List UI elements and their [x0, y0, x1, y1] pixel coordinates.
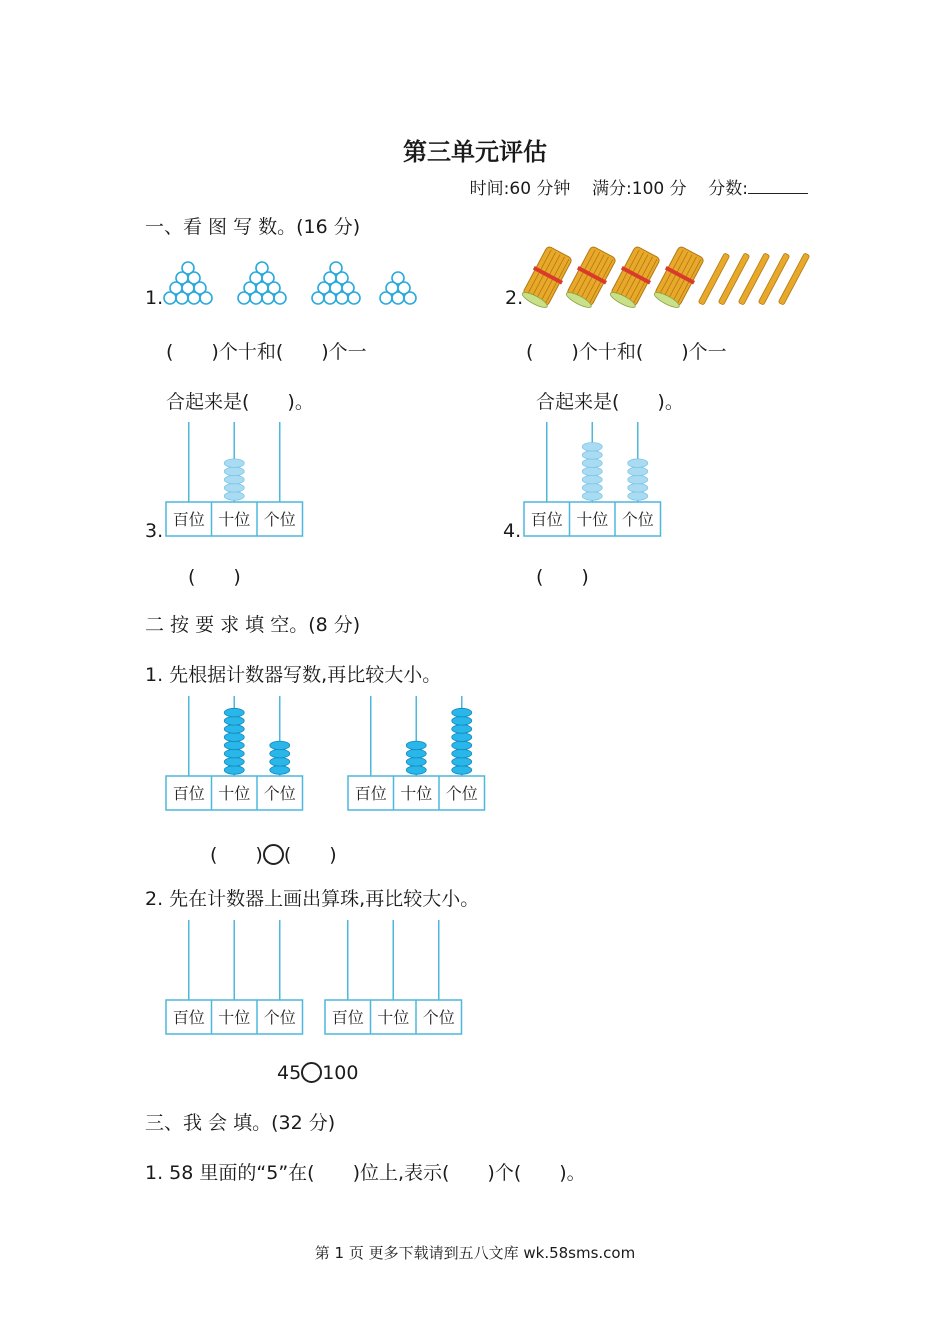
abacus-place-label: 个位: [445, 784, 478, 803]
abacus-bead: [406, 766, 426, 775]
abacus-bead: [270, 749, 290, 758]
q2-number: 2.: [505, 287, 524, 309]
s2-q2-compare: [277, 1062, 358, 1084]
abacus-bead: [224, 749, 244, 758]
abacus-bead: [270, 741, 290, 750]
compare-circle-icon[interactable]: [263, 844, 284, 865]
abacus-bead: [224, 758, 244, 767]
abacus-bead: [452, 733, 472, 742]
q2-line2: 合起来是( )。: [536, 391, 684, 413]
compare-circle-icon[interactable]: [301, 1062, 322, 1083]
abacus-bead: [270, 766, 290, 775]
abacus-q3: [165, 420, 305, 540]
abacus-bead: [582, 492, 602, 501]
abacus-s2-right: [347, 694, 487, 814]
abacus-bead: [582, 467, 602, 476]
abacus-place-label: 十位: [400, 784, 433, 803]
abacus-bead: [406, 749, 426, 758]
abacus-bead: [224, 733, 244, 742]
abacus-place-label: 十位: [377, 1008, 410, 1027]
page-title: 第三单元评估: [403, 137, 547, 166]
stick-bundles-picture: [525, 245, 805, 310]
abacus-bead: [582, 475, 602, 484]
page-footer: 第 1 页 更多下载请到五八文库 wk.58sms.com: [314, 1244, 636, 1262]
q3-answer[interactable]: ( ): [188, 566, 241, 588]
abacus-bead: [628, 484, 648, 493]
time-info: 时间:60 分钟: [469, 179, 571, 199]
abacus-bead: [224, 766, 244, 775]
abacus-place-label: 个位: [263, 510, 296, 529]
abacus-s2-q2-right[interactable]: [324, 918, 464, 1038]
s2-q2-left-value: 45: [277, 1062, 302, 1084]
abacus-place-label: 十位: [218, 1008, 251, 1027]
abacus-bead: [582, 443, 602, 452]
abacus-place-label: 十位: [576, 510, 609, 529]
abacus-bead: [224, 459, 244, 468]
s2-q1-right-blank[interactable]: ( ): [283, 844, 337, 866]
s2-q1-text: 1. 先根据计数器写数,再比较大小。: [145, 664, 442, 686]
s2-q2-right-value: 100: [322, 1062, 359, 1084]
q4-answer[interactable]: ( ): [536, 566, 589, 588]
abacus-bead: [452, 758, 472, 767]
abacus-place-label: 百位: [172, 1008, 205, 1027]
abacus-place-label: 百位: [331, 1008, 364, 1027]
abacus-place-label: 个位: [263, 784, 296, 803]
q3-number: 3.: [145, 520, 164, 542]
abacus-place-label: 百位: [530, 510, 563, 529]
abacus-bead: [628, 475, 648, 484]
abacus-bead: [224, 492, 244, 501]
abacus-bead: [224, 717, 244, 726]
q2-line1: ( )个十和( )个一: [526, 341, 727, 363]
abacus-s2-left: [165, 694, 305, 814]
abacus-bead: [406, 741, 426, 750]
abacus-bead: [582, 484, 602, 493]
abacus-bead: [452, 741, 472, 750]
abacus-bead: [628, 459, 648, 468]
q4-number: 4.: [503, 520, 522, 542]
abacus-place-label: 百位: [172, 510, 205, 529]
abacus-bead: [406, 758, 426, 767]
abacus-s2-q2-left[interactable]: [165, 918, 305, 1038]
abacus-bead: [224, 467, 244, 476]
abacus-bead: [452, 725, 472, 734]
exam-info: [470, 174, 808, 199]
abacus-place-label: 十位: [218, 510, 251, 529]
abacus-place-label: 百位: [354, 784, 387, 803]
abacus-place-label: 个位: [422, 1008, 455, 1027]
abacus-bead: [224, 708, 244, 717]
abacus-bead: [452, 749, 472, 758]
abacus-place-label: 十位: [218, 784, 251, 803]
abacus-bead: [452, 717, 472, 726]
abacus-bead: [224, 475, 244, 484]
abacus-bead: [224, 725, 244, 734]
score-blank[interactable]: [748, 177, 808, 194]
score-label: 分数:: [708, 179, 748, 199]
abacus-q4: [523, 420, 663, 540]
abacus-bead: [224, 741, 244, 750]
abacus-place-label: 个位: [263, 1008, 296, 1027]
q1-number: 1.: [145, 287, 164, 309]
abacus-place-label: 个位: [621, 510, 654, 529]
full-score-info: 满分:100 分: [592, 179, 687, 199]
section3-heading: 三、我 会 填。(32 分): [145, 1112, 336, 1134]
section2-heading: 二 按 要 求 填 空。(8 分): [145, 614, 361, 636]
s2-q2-text: 2. 先在计数器上画出算珠,再比较大小。: [145, 888, 480, 910]
s3-q1-text: 1. 58 里面的“5”在( )位上,表示( )个( )。: [145, 1162, 586, 1184]
abacus-bead: [452, 708, 472, 717]
abacus-bead: [628, 467, 648, 476]
section1-heading: 一、看 图 写 数。(16 分): [145, 216, 361, 238]
q1-line1: ( )个十和( )个一: [166, 341, 367, 363]
abacus-bead: [224, 484, 244, 493]
abacus-bead: [628, 492, 648, 501]
q1-line2: 合起来是( )。: [166, 391, 314, 413]
s2-q1-left-blank[interactable]: ( ): [210, 844, 263, 866]
abacus-bead: [452, 766, 472, 775]
abacus-bead: [582, 459, 602, 468]
abacus-bead: [270, 758, 290, 767]
abacus-bead: [582, 451, 602, 460]
s2-q1-compare: [210, 840, 337, 867]
ring-pyramids-picture: [160, 258, 430, 310]
abacus-place-label: 百位: [172, 784, 205, 803]
